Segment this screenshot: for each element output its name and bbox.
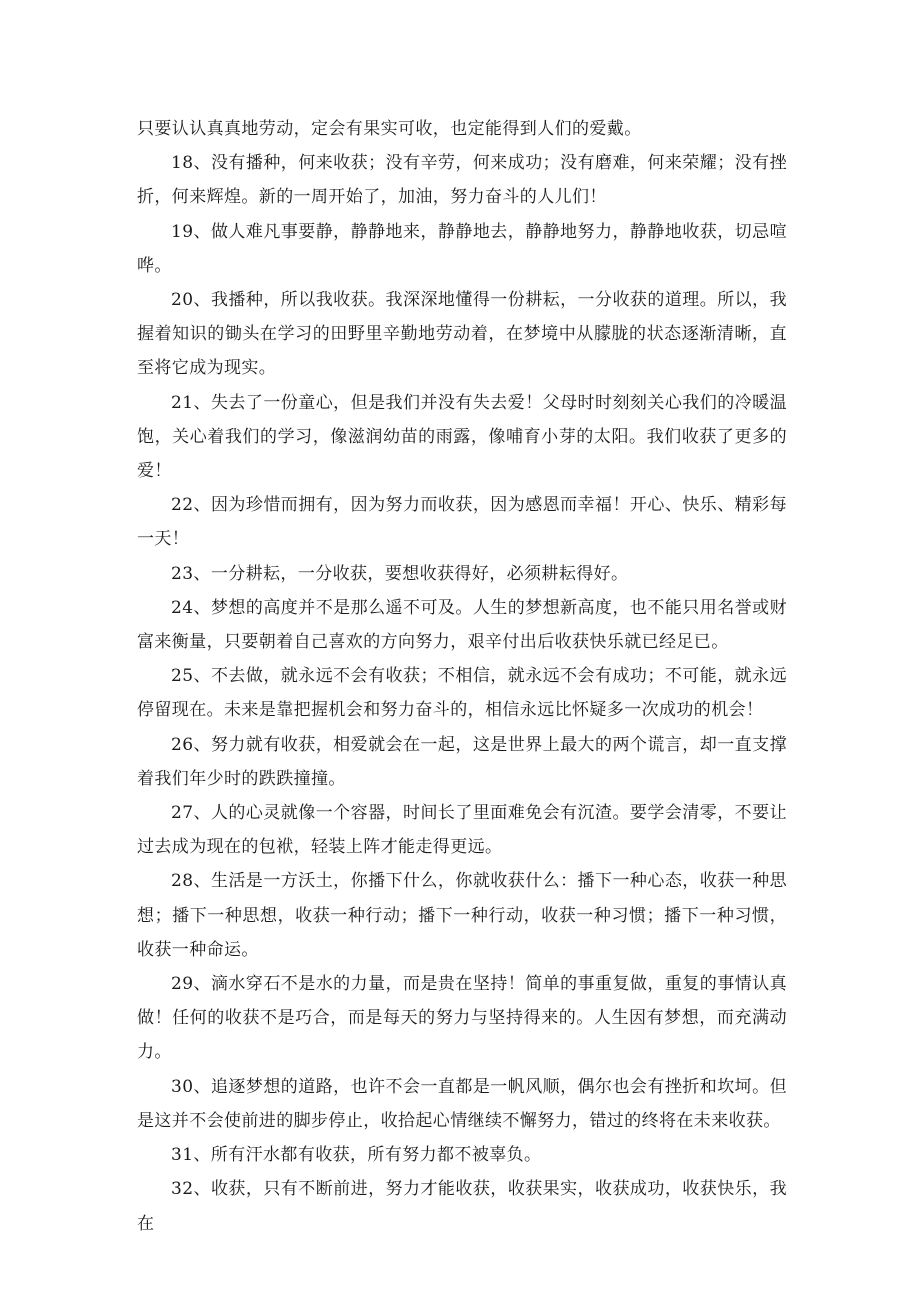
paragraph-25: 25、不去做，就永远不会有收获；不相信，就永远不会有成功；不可能，就永远停留现在。未来是靠把握机会和努力奋斗的，相信永远比怀疑多一次成功的机会！ <box>137 666 787 721</box>
paragraph-24: 24、梦想的高度并不是那么遥不可及。人生的梦想新高度，也不能只用名誉或财富来衡量，只要朝着自己喜欢的方向努力，艰辛付出后收获快乐就已经足已。 <box>137 597 787 653</box>
paragraph-19: 19、做人难凡事要静，静静地来，静静地去，静静地努力，静静地收获，切忌喧哗。 <box>137 221 787 276</box>
paragraph-22: 22、因为珍惜而拥有，因为努力而收获，因为感恩而幸福！开心、快乐、精彩每一天！ <box>137 495 787 550</box>
paragraph-21: 21、失去了一份童心，但是我们并没有失去爱！父母时时刻刻关心我们的冷暖温饱，关心着我们的学习，像滋润幼苗的雨露，像哺育小芽的太阳。我们收获了更多的爱！ <box>137 392 787 482</box>
paragraph-32: 32、收获，只有不断前进，努力才能收获，收获果实，收获成功，收获快乐，我在 <box>137 1179 787 1234</box>
paragraph-23: 23、一分耕耘，一分收获，要想收获得好，必须耕耘得好。 <box>171 563 629 584</box>
paragraph-27: 27、人的心灵就像一个容器，时间长了里面难免会有沉渣。要学会清零，不要让过去成为现在的包袱，轻装上阵才能走得更远。 <box>137 803 787 858</box>
paragraph-28: 28、生活是一方沃土，你播下什么，你就收获什么：播下一种心态，收获一种思想；播下一种思想，收获一种行动；播下一种行动，收获一种习惯；播下一种习惯，收获一种命运。 <box>137 871 787 960</box>
paragraph-20: 20、我播种，所以我收获。我深深地懂得一份耕耘，一分收获的道理。所以，我握着知识的锄头在学习的田野里辛勤地劳动着，在梦境中从朦胧的状态逐渐清晰，直至将它成为现实。 <box>137 290 787 379</box>
paragraph-31: 31、所有汗水都有收获，所有努力都不被辜负。 <box>171 1145 542 1166</box>
paragraph-26: 26、努力就有收获，相爱就会在一起，这是世界上最大的两个谎言，却一直支撑着我们年少时的跌跌撞撞。 <box>137 734 787 789</box>
paragraph-continuation: 只要认认真真地劳动，定会有果实可收，也定能得到人们的爱戴。 <box>137 119 642 139</box>
paragraph-29: 29、滴水穿石不是水的力量，而是贵在坚持！简单的事重复做，重复的事情认真做！任何的收获不是巧合，而是每天的努力与坚持得来的。人生因有梦想，而充满动力。 <box>137 974 787 1063</box>
paragraph-18: 18、没有播种，何来收获；没有辛劳，何来成功；没有磨难，何来荣耀；没有挫折，何来辉煌。新的一周开始了，加油，努力奋斗的人儿们！ <box>137 153 787 208</box>
paragraph-30: 30、追逐梦想的道路，也许不会一直都是一帆风顺，偶尔也会有挫折和坎坷。但是这并不会使前进的脚步停止，收拾起心情继续不懈努力，错过的终将在未来收获。 <box>137 1076 787 1131</box>
document-body <box>137 112 787 1241</box>
